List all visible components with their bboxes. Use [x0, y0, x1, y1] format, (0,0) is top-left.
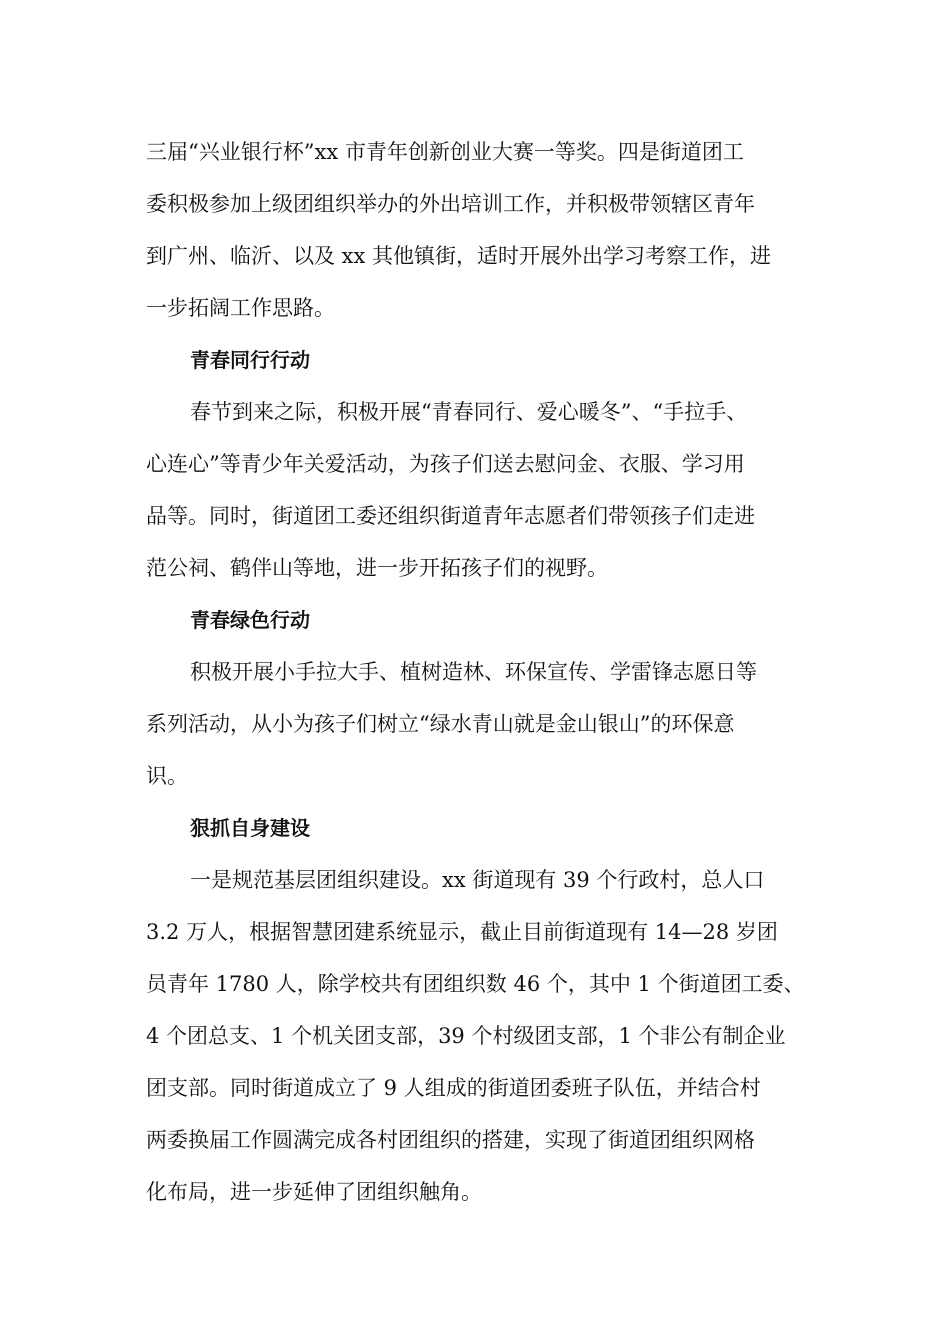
paragraph-line: 到广州、临沂、以及 xx 其他镇街，适时开展外出学习考察工作，进 [146, 244, 772, 268]
paragraph-line: 春节到来之际，积极开展“青春同行、爱心暖冬”、“手拉手、 [190, 400, 748, 424]
paragraph-line: 一步拓阔工作思路。 [146, 296, 335, 320]
section-heading: 青春绿色行动 [190, 608, 310, 632]
paragraph-line: 心连心”等青少年关爱活动，为孩子们送去慰问金、衣服、学习用 [146, 452, 745, 476]
paragraph-line: 委积极参加上级团组织举办的外出培训工作，并积极带领辖区青年 [146, 192, 755, 216]
paragraph-line: 两委换届工作圆满完成各村团组织的搭建，实现了街道团组织网格 [146, 1128, 755, 1152]
paragraph-line: 范公祠、鹤伴山等地，进一步开拓孩子们的视野。 [146, 556, 608, 580]
section-heading: 青春同行行动 [190, 348, 310, 372]
paragraph-line: 员青年 1780 人，除学校共有团组织数 46 个，其中 1 个街道团工委、 [146, 972, 805, 996]
paragraph-line: 积极开展小手拉大手、植树造林、环保宣传、学雷锋志愿日等 [190, 660, 757, 684]
paragraph-line: 4 个团总支、1 个机关团支部，39 个村级团支部，1 个非公有制企业 [146, 1024, 786, 1048]
section-heading: 狠抓自身建设 [190, 816, 310, 840]
document-page [146, 126, 810, 1218]
paragraph-line: 系列活动，从小为孩子们树立“绿水青山就是金山银山”的环保意 [146, 712, 735, 736]
paragraph-line: 团支部。同时街道成立了 9 人组成的街道团委班子队伍，并结合村 [146, 1076, 761, 1100]
paragraph-line: 3.2 万人，根据智慧团建系统显示，截止目前街道现有 14—28 岁团 [146, 920, 778, 944]
paragraph-line: 识。 [146, 764, 188, 788]
paragraph-line: 化布局，进一步延伸了团组织触角。 [146, 1180, 482, 1204]
paragraph-line: 一是规范基层团组织建设。xx 街道现有 39 个行政村，总人口 [190, 868, 765, 892]
paragraph-line: 三届“兴业银行杯”xx 市青年创新创业大赛一等奖。四是街道团工 [146, 140, 744, 164]
paragraph-line: 品等。同时，街道团工委还组织街道青年志愿者们带领孩子们走进 [146, 504, 755, 528]
